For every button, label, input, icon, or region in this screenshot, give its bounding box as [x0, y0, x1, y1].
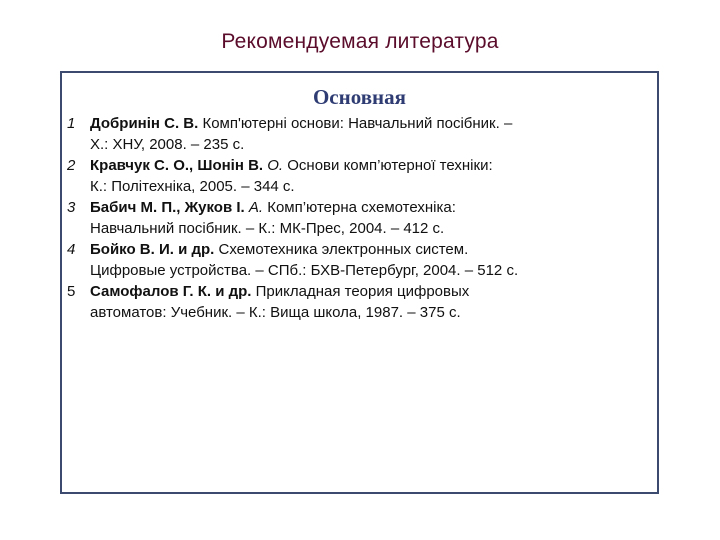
reference-number: 1 — [67, 115, 76, 132]
reference-text: Комп'ютерні основи: Навчальний посібник. – — [198, 115, 513, 132]
reference-text: Основи комп’ютерної техніки: — [283, 157, 493, 174]
reference-item — [67, 155, 652, 197]
reference-item — [67, 281, 652, 323]
reference-text-line2: К.: Політехніка, 2005. – 344 с. — [90, 178, 295, 195]
reference-body — [90, 113, 652, 155]
reference-body — [90, 155, 652, 197]
reference-text-line2: Х.: ХНУ, 2008. – 235 с. — [90, 136, 245, 153]
reference-number: 2 — [67, 157, 76, 174]
reference-number: 3 — [67, 199, 76, 216]
reference-author: Бойко В. И. и др. — [90, 241, 215, 258]
content-frame — [60, 71, 659, 494]
reference-item — [67, 197, 652, 239]
reference-body — [90, 197, 652, 239]
reference-item — [67, 113, 652, 155]
reference-italic: О. — [263, 157, 284, 174]
reference-item — [67, 239, 652, 281]
reference-text: Прикладная теория цифровых — [251, 283, 470, 300]
reference-author: Самофалов Г. К. и др. — [90, 283, 252, 300]
reference-text-line2: Цифровые устройства. – СПб.: БХВ-Петербург, 2004. – 512 с. — [90, 262, 519, 279]
reference-text: Схемотехника электронных систем. — [214, 241, 469, 258]
section-heading: Основная — [312, 85, 407, 109]
reference-text-line2: автоматов: Учебник. – К.: Вища школа, 1987. – 375 с. — [90, 304, 461, 321]
reference-italic: А. — [244, 199, 264, 216]
reference-number: 5 — [67, 283, 76, 300]
reference-author: Бабич М. П., Жуков І. — [90, 199, 245, 216]
reference-body — [90, 281, 652, 323]
reference-author: Кравчук С. О., Шонін В. — [90, 157, 264, 174]
reference-body — [90, 239, 652, 281]
reference-number: 4 — [67, 241, 76, 258]
reference-text-line2: Навчальний посібник. – К.: МК-Прес, 2004. – 412 с. — [90, 220, 445, 237]
slide-title: Рекомендуемая литература — [221, 30, 499, 53]
reference-text: Комп’ютерна схемотехніка: — [263, 199, 456, 216]
reference-list — [67, 113, 652, 323]
reference-author: Добринін С. В. — [90, 115, 199, 132]
